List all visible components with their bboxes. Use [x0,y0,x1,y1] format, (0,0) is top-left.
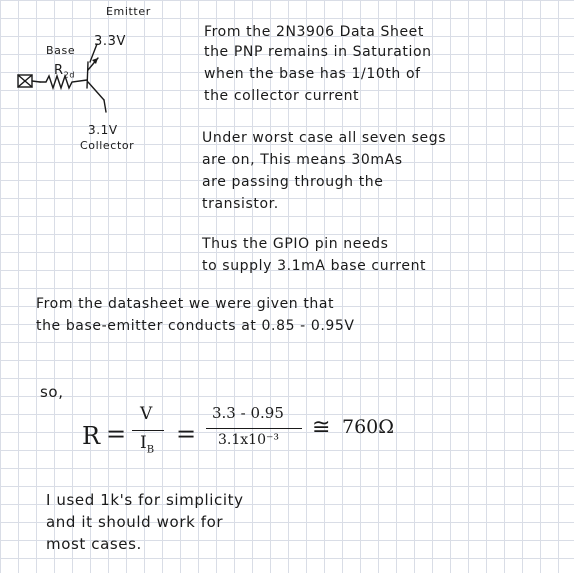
note-p2-line2: are on, This means 30mAs [202,152,403,168]
so-label: so, [40,383,64,401]
frac1-bar [132,430,164,431]
emitter-voltage: 3.3V [94,34,126,49]
conclusion-line3: most cases. [46,535,142,553]
eq-equals-2: = [176,420,197,448]
note-p1-line2: the PNP remains in Saturation [204,44,432,60]
approx-symbol: ≅ [312,415,331,440]
emitter-label: Emitter [106,5,151,18]
note-p4-line1: From the datasheet we were given that [36,296,335,312]
eq-lhs: R [82,422,101,450]
note-p1-line3: when the base has 1/10th of [204,66,421,82]
frac2-numerator: 3.3 - 0.95 [212,404,284,422]
frac2-bar [206,428,302,429]
note-p4-line2: the base-emitter conducts at 0.85 - 0.95V [36,318,355,334]
transistor-base-bar [87,62,88,88]
note-p3-line1: Thus the GPIO pin needs [202,236,389,252]
resistance-result: 760Ω [342,416,395,438]
eq-equals-1: = [106,420,127,448]
conclusion-line2: and it should work for [46,513,224,531]
note-p1-line1: From the 2N3906 Data Sheet [204,24,424,40]
frac1-numerator: V [140,404,153,424]
resistor-label: $R_{2d}$ [54,63,76,80]
note-p2-line1: Under worst case all seven segs [202,130,447,146]
note-p2-line4: transistor. [202,196,279,212]
collector-voltage: 3.1V [88,123,118,137]
collector-diagonal [88,82,104,100]
note-p2-line3: are passing through the [202,174,384,190]
base-label: Base [46,44,76,57]
note-p3-line2: to supply 3.1mA base current [202,258,427,274]
collector-label: Collector [80,139,135,152]
note-p1-line4: the collector current [204,88,360,104]
collector-lead [104,100,106,112]
conclusion-line1: I used 1k's for simplicity [46,491,244,509]
frac1-denominator: $I_B$ [140,433,155,456]
frac2-denominator: 3.1x10⁻³ [218,432,279,448]
